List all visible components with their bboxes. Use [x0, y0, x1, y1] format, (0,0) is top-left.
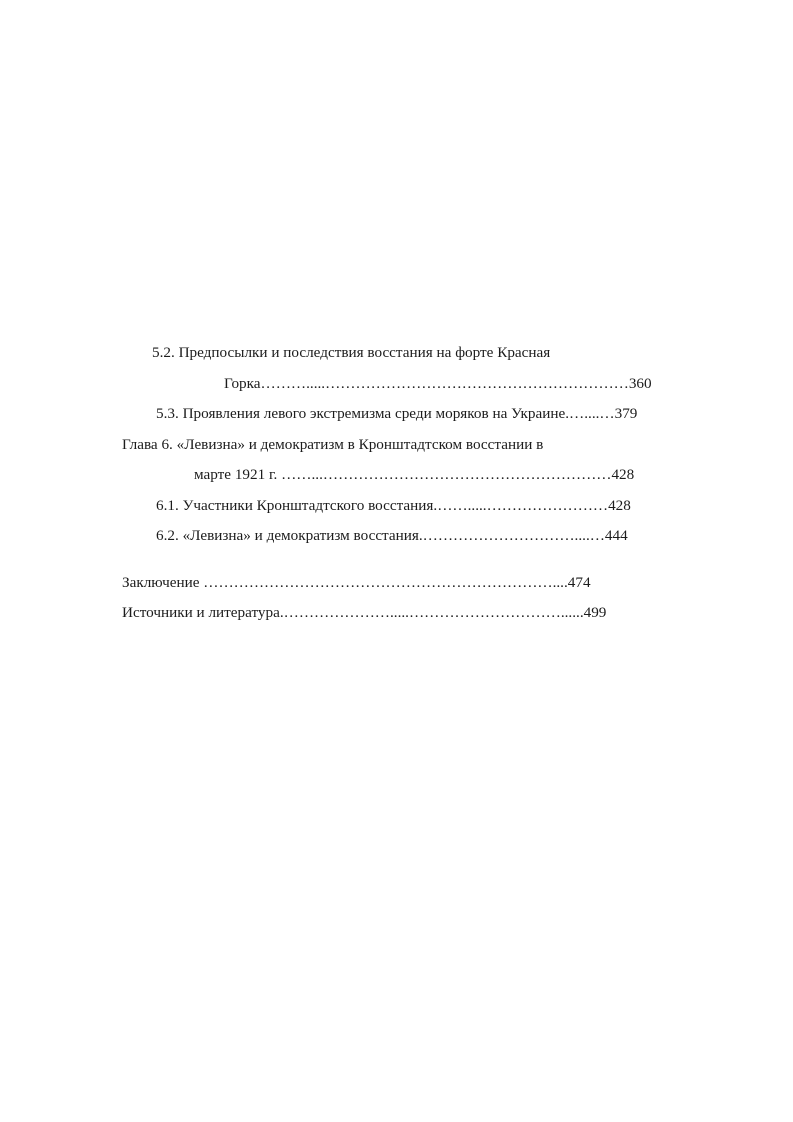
toc-entry-line [156, 521, 754, 552]
toc-entry-title: 5.2. Предпосылки и последствия восстания на форте Красная [152, 344, 551, 361]
toc-entry-title-cont: марте 1921 г. [194, 466, 282, 483]
toc-entry-title: 5.3. Проявления левого экстремизма среди моряков на Украине. [156, 405, 570, 422]
toc-entry-title-cont: Горка [224, 374, 261, 392]
table-of-contents [122, 338, 754, 629]
toc-leader: ……...………………………………………………… [281, 466, 612, 483]
toc-leader: …....… [569, 405, 615, 422]
toc-entry-line [156, 399, 754, 430]
toc-page-number: .499 [579, 604, 607, 621]
toc-entry [156, 399, 754, 430]
toc-leader: …………………………………………………………….... [203, 573, 568, 591]
toc-entry-title: 6.2. «Левизна» и демократизм восстания. [156, 527, 423, 544]
toc-page-number: 360 [628, 374, 652, 392]
toc-page-number: 444 [604, 527, 628, 544]
toc-entry [156, 491, 754, 522]
toc-entry-title: 6.1. Участники Кронштадтского восстания. [156, 496, 438, 514]
toc-entry-title: Глава 6. «Левизна» и демократизм в Кронштадтском восстании в [122, 435, 544, 453]
toc-entry-line [122, 568, 754, 599]
toc-entry-title: Заключение [122, 573, 204, 591]
toc-page-number: 474 [567, 573, 591, 591]
toc-entry [122, 430, 754, 491]
toc-entry-continuation [224, 369, 754, 400]
toc-entry [122, 598, 754, 629]
toc-entry-continuation [194, 460, 754, 491]
toc-entry [152, 338, 754, 399]
toc-leader: …………………………....… [422, 527, 605, 544]
toc-page-number: 428 [611, 466, 635, 483]
toc-entry-line [122, 598, 754, 629]
toc-entry-title: Источники и литература. [122, 604, 284, 621]
toc-page-number: 428 [608, 496, 631, 514]
toc-leader: …….....…………………… [437, 496, 609, 514]
toc-leader: ………………….....…………………………..... [283, 604, 580, 621]
toc-entry [156, 521, 754, 552]
toc-entry [122, 568, 754, 599]
toc-page-number: 379 [614, 405, 638, 422]
toc-leader: ……….....…………………………………………………… [260, 374, 629, 392]
toc-entry-line [156, 491, 754, 522]
